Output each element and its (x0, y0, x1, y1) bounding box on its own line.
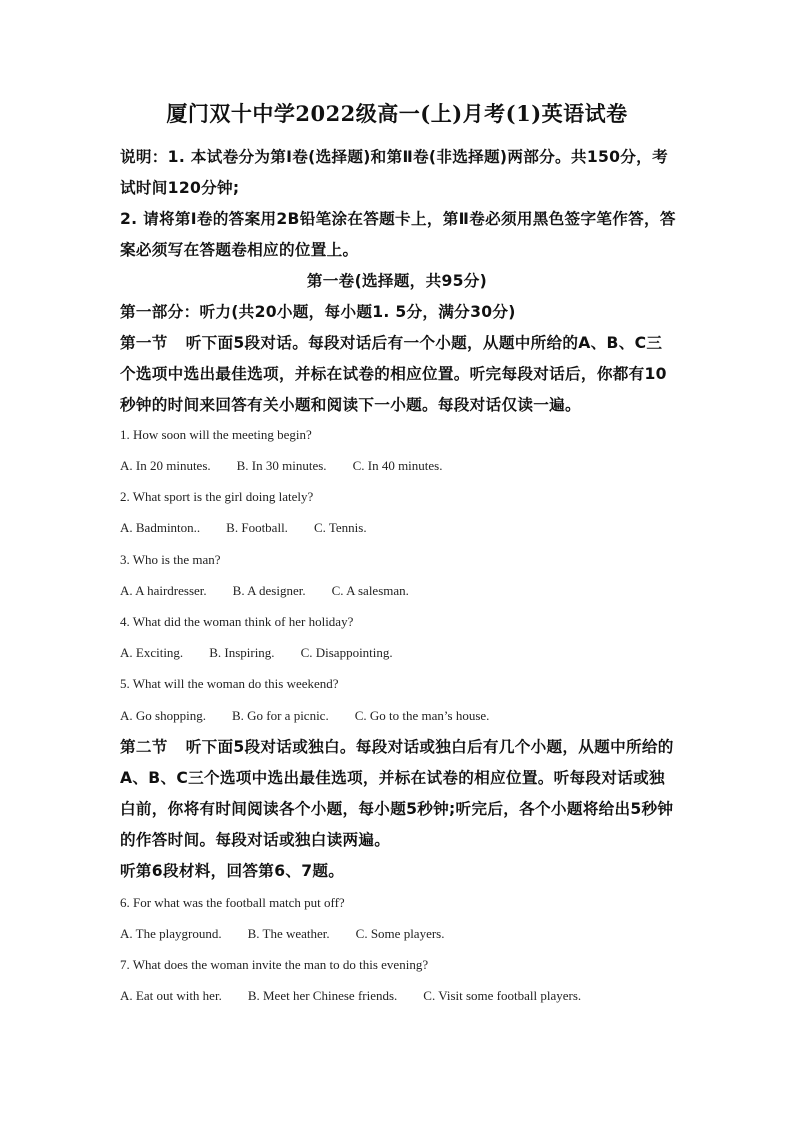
volume-heading: 第一卷(选择题，共95分) (306, 272, 488, 290)
section2-label: 第二节 (120, 738, 168, 756)
option-c: C. Visit some football players. (423, 988, 582, 1003)
question-2: 2. What sport is the girl doing lately? (120, 489, 314, 504)
option-a: A. The playground. (120, 926, 222, 941)
option-c: C. Disappointing. (300, 645, 393, 660)
option-b: B. Meet her Chinese friends. (247, 988, 398, 1003)
question-5-options (120, 706, 676, 726)
material6-heading: 听第6段材料，回答第6、7题。 (120, 862, 345, 880)
option-b: B. Football. (226, 520, 288, 535)
option-c: C. A salesman. (331, 583, 409, 598)
instruction-1: 说明：1. 本试卷分为第Ⅰ卷(选择题)和第Ⅱ卷(非选择题)两部分。共150分，考试时间120分钟; (120, 148, 668, 197)
option-b: B. Inspiring. (209, 645, 275, 660)
option-b: B. A designer. (232, 583, 306, 598)
question-1: 1. How soon will the meeting begin? (120, 427, 312, 442)
exam-title: 厦门双十中学2022级高一(上)月考(1)英语试卷 (166, 101, 628, 126)
option-a: A. Badminton.. (120, 520, 201, 535)
question-7-options (120, 986, 676, 1006)
part1-heading: 第一部分：听力(共20小题，每小题1. 5分，满分30分) (120, 303, 516, 321)
option-c: C. Tennis. (313, 520, 367, 535)
question-5: 5. What will the woman do this weekend? (120, 676, 339, 691)
option-c: C. Go to the man’s house. (354, 708, 490, 723)
option-a: A. A hairdresser. (120, 583, 207, 598)
question-1-options (120, 456, 676, 476)
section2-text: 听下面5段对话或独白。每段对话或独白后有几个小题，从题中所给的A、B、C三个选项中选出最佳选项，并标在试卷的相应位置。听每段对话或独白前，你将有时间阅读各个小题，每小题5秒钟;听完后，各个小题将给出5秒钟的作答时间。每段对话或独白读两遍。 (120, 738, 674, 849)
section1-label: 第一节 (120, 334, 168, 352)
question-2-options (120, 518, 676, 538)
question-7: 7. What does the woman invite the man to do this evening? (120, 957, 429, 972)
section2-instructions (120, 732, 676, 856)
instruction-2: 2. 请将第Ⅰ卷的答案用2B铅笔涂在答题卡上，第Ⅱ卷必须用黑色签字笔作答，答案必须写在答题卷相应的位置上。 (120, 210, 676, 259)
option-b: B. The weather. (247, 926, 330, 941)
option-b: B. In 30 minutes. (236, 458, 327, 473)
option-a: A. In 20 minutes. (120, 458, 211, 473)
question-6-options (120, 924, 676, 944)
option-a: A. Go shopping. (120, 708, 206, 723)
option-c: C. Some players. (355, 926, 445, 941)
question-4-options (120, 643, 676, 663)
section1-instructions (120, 328, 676, 421)
question-3: 3. Who is the man? (120, 552, 221, 567)
question-4: 4. What did the woman think of her holiday? (120, 614, 354, 629)
option-c: C. In 40 minutes. (352, 458, 443, 473)
section1-text: 听下面5段对话。每段对话后有一个小题，从题中所给的A、B、C三个选项中选出最佳选项，并标在试卷的相应位置。听完每段对话后，你都有10秒钟的时间来回答有关小题和阅读下一小题。每段对话仅读一遍。 (120, 334, 667, 414)
question-6: 6. For what was the football match put off? (120, 895, 345, 910)
option-a: A. Eat out with her. (120, 988, 222, 1003)
option-b: B. Go for a picnic. (231, 708, 329, 723)
question-3-options (120, 581, 676, 601)
option-a: A. Exciting. (120, 645, 184, 660)
